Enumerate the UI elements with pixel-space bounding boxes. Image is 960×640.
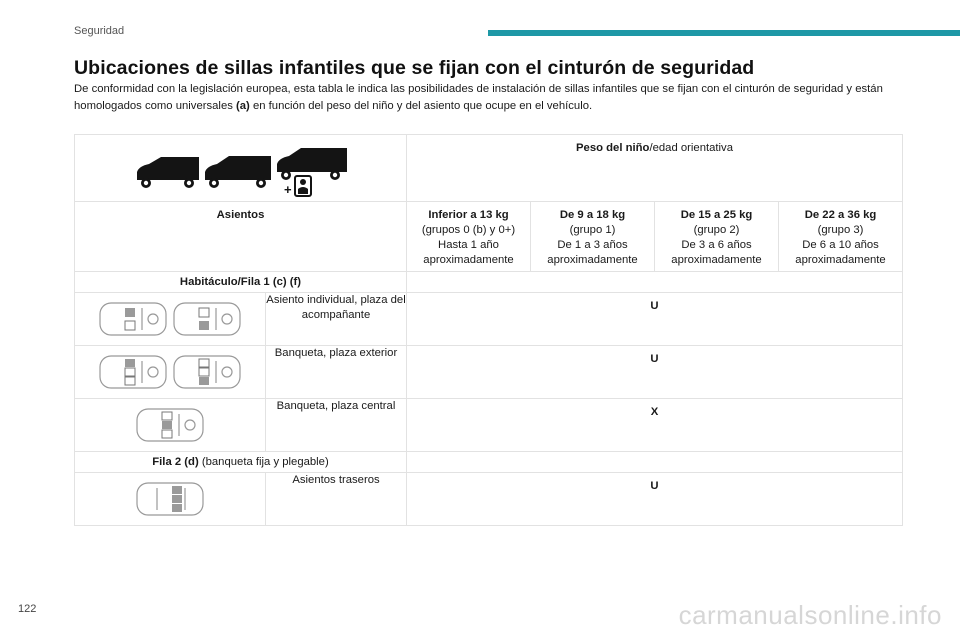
seat-label: Banqueta, plaza exterior <box>274 347 398 359</box>
seat-value-cell <box>407 399 903 452</box>
group-label: (grupos 0 (b) y 0+) <box>421 224 516 236</box>
seat-diagram-cell <box>75 293 266 346</box>
seat-label-cell <box>266 473 407 526</box>
svg-text:+: + <box>283 182 292 197</box>
page-title: Ubicaciones de sillas infantiles que se fijan con el cinturón de seguridad <box>74 57 755 79</box>
seat-value: U <box>650 300 659 312</box>
group-cell <box>407 202 531 272</box>
group-label: (grupo 3) <box>817 224 864 236</box>
section-title-cell <box>75 452 407 473</box>
group-weight: De 15 a 25 kg <box>680 209 753 221</box>
seats-header: Asientos <box>216 209 265 221</box>
section-row <box>75 452 903 473</box>
group-age-approx: aproximadamente <box>671 254 762 266</box>
section-label: Seguridad <box>74 25 125 37</box>
seat-label-cell <box>266 399 407 452</box>
intro-paragraph <box>74 81 914 115</box>
group-age: De 6 a 10 años <box>802 239 879 251</box>
group-age: De 1 a 3 años <box>557 239 628 251</box>
seat-label-cell <box>266 293 407 346</box>
group-age-approx: aproximadamente <box>547 254 638 266</box>
car-top-view-rear-row-icon <box>135 480 205 518</box>
seat-label: Asiento individual, plaza del acompañante <box>266 294 406 321</box>
seat-value-cell <box>407 473 903 526</box>
seat-diagram-cell <box>75 473 266 526</box>
seat-value: U <box>650 353 659 365</box>
group-weight: Inferior a 13 kg <box>428 209 509 221</box>
child-seat-table <box>74 134 903 526</box>
seat-diagram-cell <box>75 346 266 399</box>
group-label: (grupo 1) <box>569 224 616 236</box>
car-top-view-bench-center-icon <box>135 406 205 444</box>
seat-label: Asientos traseros <box>292 474 380 486</box>
car-top-view-bench-outer-icon <box>98 353 242 391</box>
section-row <box>75 272 903 293</box>
intro-text-1: De conformidad con la legislación europea, esta tabla le indica las posibilidades de instalación de sillas infantiles que se fijan con el cinturón de seguridad y están homologados como universales <box>74 83 883 112</box>
weight-header-bold: Peso del niño <box>576 142 650 154</box>
table-header-row <box>75 135 903 202</box>
seat-value: U <box>650 480 659 492</box>
section-title: Habitáculo/Fila 1 (c) (f) <box>179 276 302 288</box>
group-cell <box>531 202 655 272</box>
vehicle-icons-cell <box>75 135 407 202</box>
intro-ref: (a) <box>236 100 250 112</box>
seats-header-cell <box>75 202 407 272</box>
watermark: carmanualsonline.info <box>678 600 942 630</box>
section-title-rest: (banqueta fija y plegable) <box>198 456 329 468</box>
table-row <box>75 473 903 526</box>
seat-value-cell <box>407 346 903 399</box>
group-age: De 3 a 6 años <box>681 239 752 251</box>
group-age-approx: aproximadamente <box>423 254 514 266</box>
seat-label-cell <box>266 346 407 399</box>
weight-header-rest: /edad orientativa <box>649 142 733 154</box>
group-cell <box>779 202 903 272</box>
group-weight: De 9 a 18 kg <box>559 209 626 221</box>
group-age: Hasta 1 año <box>438 239 499 251</box>
weight-header-cell <box>407 135 903 202</box>
group-header-row <box>75 202 903 272</box>
group-age-approx: aproximadamente <box>795 254 886 266</box>
group-weight: De 22 a 36 kg <box>804 209 877 221</box>
section-title-bold: Fila 2 (d) <box>152 456 199 468</box>
seat-value: X <box>650 406 659 418</box>
intro-text-2: en función del peso del niño y del asiento que ocupe en el vehículo. <box>249 100 593 112</box>
section-empty-cell <box>407 452 903 473</box>
seat-label: Banqueta, plaza central <box>276 400 396 412</box>
car-top-view-passenger-icon <box>98 300 242 338</box>
table-row <box>75 346 903 399</box>
section-empty-cell <box>407 272 903 293</box>
section-title-cell <box>75 272 407 293</box>
group-label: (grupo 2) <box>693 224 740 236</box>
seat-diagram-cell <box>75 399 266 452</box>
page-number: 122 <box>18 603 37 615</box>
table-row <box>75 399 903 452</box>
group-cell <box>655 202 779 272</box>
table-row <box>75 293 903 346</box>
seat-value-cell <box>407 293 903 346</box>
vehicle-silhouettes-icon <box>131 142 351 198</box>
section-accent-bar <box>488 30 960 36</box>
